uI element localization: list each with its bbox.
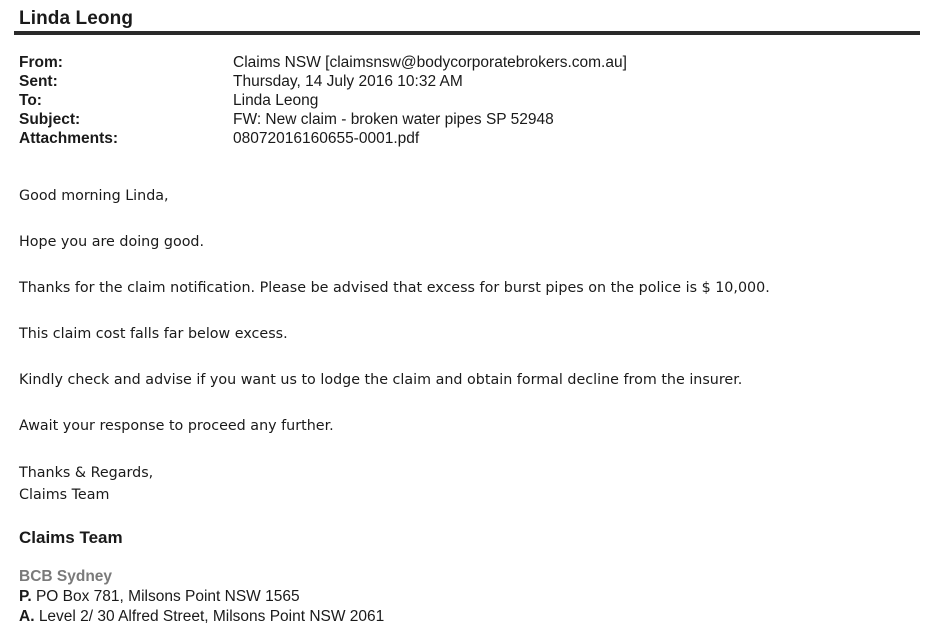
email-paragraph: Hope you are doing good. [19, 234, 205, 250]
header-label: Sent: [19, 73, 58, 90]
signature-postal-prefix: P. [19, 588, 32, 605]
email-signoff-team: Claims Team [19, 487, 110, 503]
header-attachments [19, 129, 627, 148]
email-paragraph: Thanks for the claim notification. Please be advised that excess for burst pipes on the police is $ 10,000. [19, 280, 770, 296]
email-paragraph: Kindly check and advise if you want us to lodge the claim and obtain formal decline from the insurer. [19, 372, 743, 388]
signature-postal [19, 588, 300, 606]
header-label: Subject: [19, 111, 81, 128]
header-from-value: Claims NSW [claimsnsw@bodycorporatebrokers.com.au] [233, 54, 627, 71]
email-paragraph: Await your response to proceed any further. [19, 418, 334, 434]
header-to-value: Linda Leong [233, 92, 319, 109]
mailbox-owner-name: Linda Leong [19, 8, 134, 29]
signature-postal-value: PO Box 781, Milsons Point NSW 1565 [35, 588, 300, 605]
header-label: From: [19, 54, 63, 71]
email-paragraph: This claim cost falls far below excess. [19, 326, 288, 342]
header-from [19, 53, 627, 72]
signature-address-value: Level 2/ 30 Alfred Street, Milsons Point NSW 2061 [38, 608, 385, 625]
signature-heading: Claims Team [19, 528, 123, 547]
header-sent-value: Thursday, 14 July 2016 10:32 AM [233, 73, 463, 90]
signature-address [19, 608, 384, 626]
email-headers [19, 53, 627, 148]
header-label: Attachments: [19, 130, 119, 147]
header-sent [19, 72, 627, 91]
header-rule [14, 31, 920, 35]
email-signoff: Thanks & Regards, [19, 465, 154, 481]
header-subject-value: FW: New claim - broken water pipes SP 52948 [233, 111, 554, 128]
header-to [19, 91, 627, 110]
email-greeting: Good morning Linda, [19, 188, 169, 204]
header-attachment-value: 08072016160655-0001.pdf [233, 130, 420, 147]
signature-office: BCB Sydney [19, 568, 113, 585]
signature-address-prefix: A. [19, 608, 35, 625]
header-label: To: [19, 92, 42, 109]
header-subject [19, 110, 627, 129]
